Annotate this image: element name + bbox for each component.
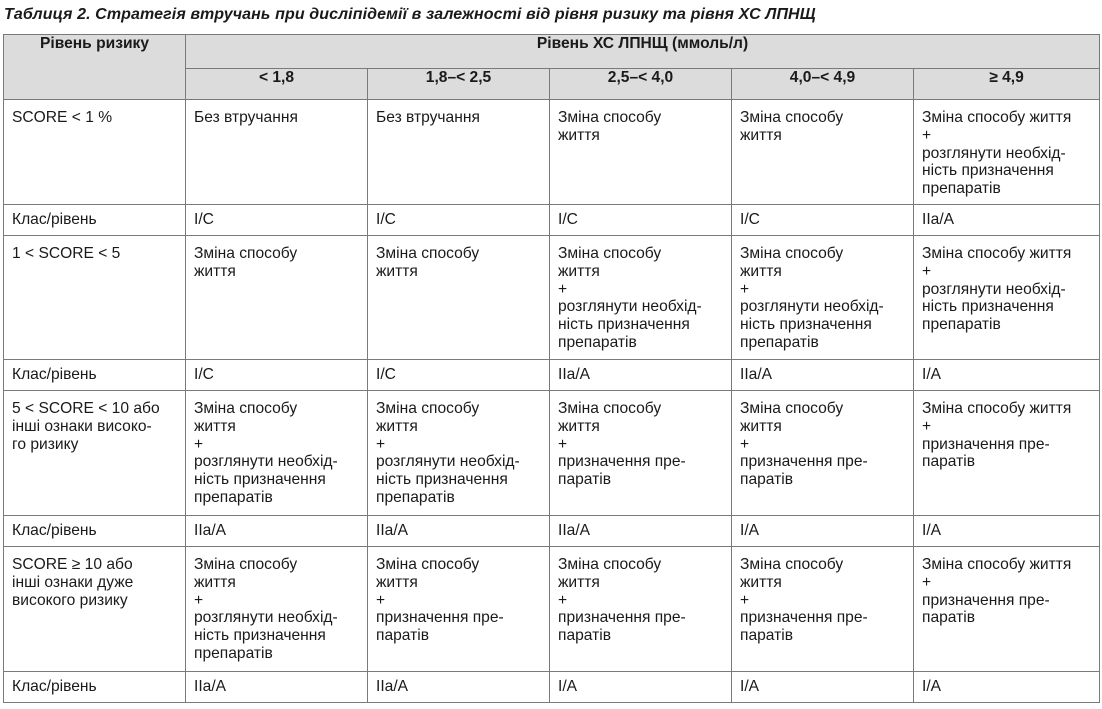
risk-label-cell: SCORE ≥ 10 або інші ознаки дуже високого ризику <box>4 546 186 671</box>
strategy-cell: Зміна способу життя + призначення пре- паратів <box>550 390 732 515</box>
class-cell: IIa/A <box>186 515 368 546</box>
table-row <box>4 235 1100 359</box>
class-cell: I/C <box>186 359 368 390</box>
class-cell: IIa/A <box>368 515 550 546</box>
table-row <box>4 671 1100 702</box>
class-cell: I/A <box>732 671 914 702</box>
class-cell: I/A <box>914 359 1100 390</box>
strategy-cell: Зміна способу життя + розглянути необхід- ність призначення препаратів <box>550 235 732 359</box>
class-cell: I/C <box>368 359 550 390</box>
strategy-cell: Зміна способу життя <box>732 100 914 205</box>
strategy-cell: Зміна способу життя <box>186 235 368 359</box>
strategy-cell: Без втручання <box>368 100 550 205</box>
class-cell: IIa/A <box>550 359 732 390</box>
strategy-cell: Зміна способу життя + розглянути необхід- ність призначення препаратів <box>732 235 914 359</box>
class-label-cell: Клас/рівень <box>4 515 186 546</box>
table-row <box>4 546 1100 671</box>
class-cell: I/A <box>732 515 914 546</box>
class-cell: I/A <box>914 515 1100 546</box>
risk-label-cell: 1 < SCORE < 5 <box>4 235 186 359</box>
class-cell: IIa/A <box>914 204 1100 235</box>
class-cell: I/C <box>550 204 732 235</box>
risk-label-cell: 5 < SCORE < 10 або інші ознаки високо- го ризику <box>4 390 186 515</box>
ldl-column-header: 2,5–< 4,0 <box>550 69 732 100</box>
strategy-cell: Зміна способу життя <box>368 235 550 359</box>
class-label-cell: Клас/рівень <box>4 359 186 390</box>
strategy-cell: Зміна способу життя + призначення пре- паратів <box>914 390 1100 515</box>
ldl-column-header: 1,8–< 2,5 <box>368 69 550 100</box>
table-row <box>4 359 1100 390</box>
class-cell: I/A <box>914 671 1100 702</box>
ldl-level-header: Рівень ХС ЛПНЩ (ммоль/л) <box>186 35 1100 69</box>
strategy-cell: Зміна способу життя + розглянути необхід- ність призначення препаратів <box>186 546 368 671</box>
class-cell: I/C <box>186 204 368 235</box>
class-cell: I/A <box>550 671 732 702</box>
strategy-cell: Зміна способу життя + розглянути необхід- ність призначення препаратів <box>368 390 550 515</box>
strategy-cell: Зміна способу життя + призначення пре- паратів <box>914 546 1100 671</box>
strategy-cell: Зміна способу життя <box>550 100 732 205</box>
strategy-cell: Зміна способу життя + призначення пре- паратів <box>368 546 550 671</box>
strategy-cell: Зміна способу життя + розглянути необхід- ність призначення препаратів <box>914 235 1100 359</box>
header-row-1 <box>4 35 1100 69</box>
strategy-cell: Зміна способу життя + розглянути необхід- ність призначення препаратів <box>186 390 368 515</box>
table-row <box>4 515 1100 546</box>
strategy-table <box>3 34 1100 703</box>
class-cell: I/C <box>368 204 550 235</box>
ldl-column-header: ≥ 4,9 <box>914 69 1100 100</box>
strategy-cell: Зміна способу життя + призначення пре- паратів <box>732 546 914 671</box>
strategy-cell: Без втручання <box>186 100 368 205</box>
table-row <box>4 100 1100 205</box>
class-cell: IIa/A <box>550 515 732 546</box>
risk-level-header: Рівень ризику <box>4 35 186 100</box>
table-row <box>4 204 1100 235</box>
strategy-cell: Зміна способу життя + призначення пре- паратів <box>550 546 732 671</box>
table-caption: Таблиця 2. Стратегія втручань при дисліпідемії в залежності від рівня ризику та рівня ХС ЛПНЩ <box>4 6 816 23</box>
strategy-cell: Зміна способу життя + призначення пре- паратів <box>732 390 914 515</box>
class-cell: IIa/A <box>368 671 550 702</box>
ldl-column-header: 4,0–< 4,9 <box>732 69 914 100</box>
class-label-cell: Клас/рівень <box>4 204 186 235</box>
ldl-column-header: < 1,8 <box>186 69 368 100</box>
table-row <box>4 390 1100 515</box>
risk-label-cell: SCORE < 1 % <box>4 100 186 205</box>
strategy-cell: Зміна способу життя + розглянути необхід- ність призначення препаратів <box>914 100 1100 205</box>
class-label-cell: Клас/рівень <box>4 671 186 702</box>
class-cell: IIa/A <box>186 671 368 702</box>
class-cell: IIa/A <box>732 359 914 390</box>
class-cell: I/C <box>732 204 914 235</box>
